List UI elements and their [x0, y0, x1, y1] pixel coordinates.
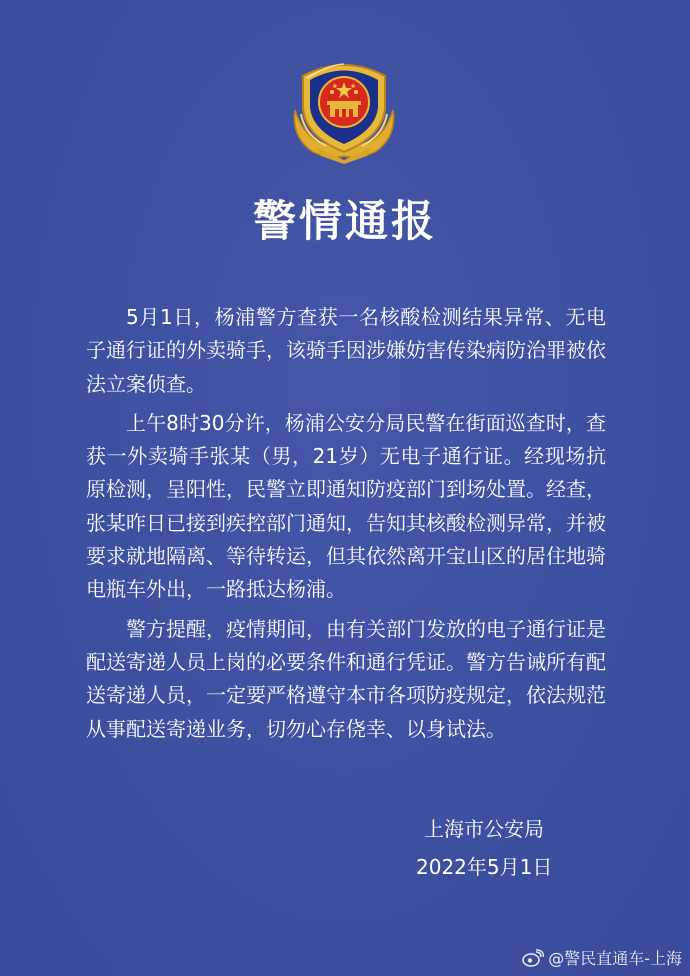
paragraph-2: 上午8时30分许，杨浦公安分局民警在街面巡查时，查获一外卖骑手张某（男，21岁）无电子通行证。经现场抗原检测，呈阳性，民警立即通知防疫部门到场处置。经查，张某昨日已接到疾控部门通知，告知其核酸检测异常，并被要求就地隔离、等待转运，但其依然离开宝山区的居住地骑电瓶车外出，一路抵达杨浦。	[86, 410, 606, 602]
signature-org: 上海市公安局	[424, 817, 544, 841]
watermark-text: @警民直通车-上海	[548, 949, 682, 968]
police-emblem-icon	[283, 52, 405, 164]
notice-body	[86, 301, 606, 752]
signature-date: 2022年5月1日	[416, 855, 553, 879]
watermark	[522, 946, 682, 969]
signature-block	[416, 812, 553, 884]
weibo-icon	[522, 949, 544, 967]
paragraph-1: 5月1日，杨浦警方查获一名核酸检测结果异常、无电子通行证的外卖骑手，该骑手因涉嫌妨害传染病防治罪被依法立案侦查。	[86, 305, 606, 396]
notice-title: 警情通报	[253, 197, 437, 247]
paragraph-3: 警方提醒，疫情期间，由有关部门发放的电子通行证是配送寄递人员上岗的必要条件和通行凭证。警方告诫所有配送寄递人员，一定要严格遵守本市各项防疫规定，依法规范从事配送寄递业务，切勿心存侥幸、以身试法。	[86, 616, 606, 741]
